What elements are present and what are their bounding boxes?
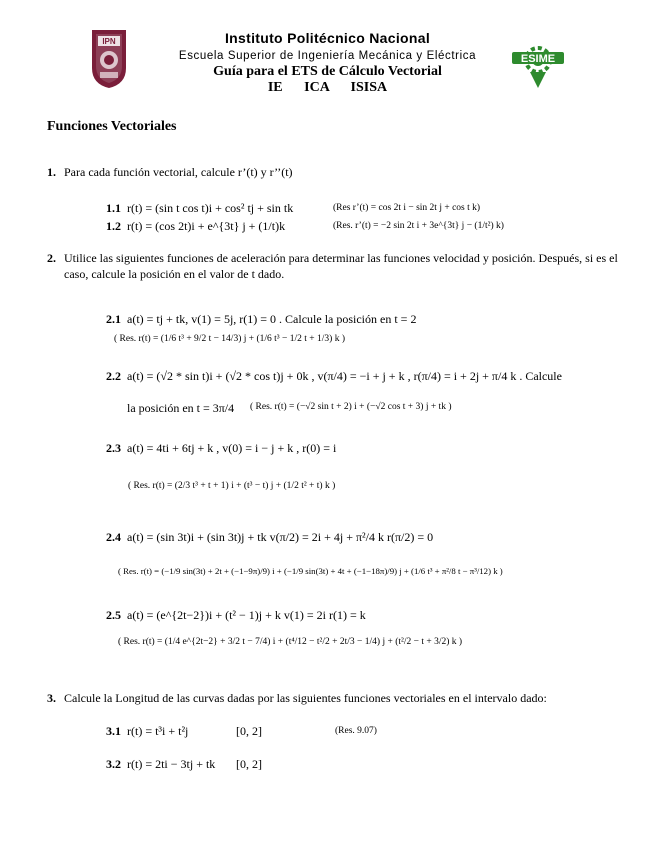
q2-text: Utilice las siguientes funciones de aceleración para determinar las funciones velocidad y posición. Después, si es el caso, calcule la posición en el valor de t dado. xyxy=(64,251,618,281)
institution-name: Instituto Politécnico Nacional xyxy=(224,30,431,46)
q1-2-result: (Res. r’(t) = −2 sin 2t i + 3e^{3t} j − (1/t²) k) xyxy=(333,221,504,231)
q1-1-equation: r(t) = (sin t cos t)i + cos² tj + sin tk xyxy=(127,201,294,215)
q2-5-result: ( Res. r(t) = (1/4 e^{2t−2} + 3/2 t − 7/4) i + (t⁴/12 − t²/2 + 2t/3 − 1/4) j + (t²/2 − t + 3/2) k ) xyxy=(118,637,463,647)
svg-text:IPN: IPN xyxy=(102,37,116,46)
q3-1-interval: [0, 2] xyxy=(236,724,262,738)
q2-4-number: 2.4 xyxy=(106,530,121,544)
esime-logo-text: ESIME xyxy=(520,53,556,65)
guide-title: Guía para el ETS de Cálculo Vectorial xyxy=(213,64,442,79)
q3-text: Calcule la Longitud de las curvas dadas por las siguientes funciones vectoriales en el intervalo dado: xyxy=(64,691,547,705)
section-title: Funciones Vectoriales xyxy=(47,119,177,134)
q2-2-continuation: la posición en t = 3π/4 xyxy=(127,401,235,415)
q2-4-result: ( Res. r(t) = (−1/9 sin(3t) + 2t + (−1−9π)/9) i + (−1/9 sin(3t) + 4t + (−1−18π)/9) j + (1/6 t³ + π²/8 t − π³/12) k ) xyxy=(118,566,503,576)
q2-5-number: 2.5 xyxy=(106,608,121,622)
q2-2-result: ( Res. r(t) = (−√2 sin t + 2) i + (−√2 cos t + 3) j + tk ) xyxy=(250,402,452,412)
q3-number: 3. xyxy=(47,691,56,705)
q2-1-equation: a(t) = tj + tk, v(1) = 5j, r(1) = 0 . Calcule la posición en t = 2 xyxy=(127,312,417,326)
q3-1-number: 3.1 xyxy=(106,724,121,738)
q3-2-equation: r(t) = 2ti − 3tj + tk xyxy=(127,757,216,771)
q2-3-result: ( Res. r(t) = (2/3 t³ + t + 1) i + (t³ − t) j + (1/2 t² + t) k ) xyxy=(128,481,336,491)
q3-2-interval: [0, 2] xyxy=(236,757,262,771)
q3-1-equation: r(t) = t³i + t²j xyxy=(127,724,189,738)
q3-2-number: 3.2 xyxy=(106,757,121,771)
q2-4-equation: a(t) = (sin 3t)i + (sin 3t)j + tk v(π/2) = 2i + 4j + π²/4 k r(π/2) = 0 xyxy=(127,530,434,544)
q2-2-number: 2.2 xyxy=(106,369,121,383)
q2-5-equation: a(t) = (e^{2t−2})i + (t² − 1)j + k v(1) = 2i r(1) = k xyxy=(127,608,366,622)
q2-1-number: 2.1 xyxy=(106,312,121,326)
q1-1-result: (Res r’(t) = cos 2t i − sin 2t j + cos t k) xyxy=(333,203,481,213)
q1-2-equation: r(t) = (cos 2t)i + e^{3t} j + (1/t)k xyxy=(127,219,286,233)
q1-text: Para cada función vectorial, calcule r’(t) y r’’(t) xyxy=(64,165,293,179)
q2-3-equation: a(t) = 4ti + 6tj + k , v(0) = i − j + k , r(0) = i xyxy=(127,441,337,455)
q2-1-result: ( Res. r(t) = (1/6 t³ + 9/2 t − 14/3) j + (1/6 t³ − 1/2 t + 1/3) k ) xyxy=(114,334,345,344)
careers: IE ICA ISISA xyxy=(267,80,388,95)
q1-1-number: 1.1 xyxy=(106,201,121,215)
q2-number: 2. xyxy=(47,251,56,265)
school-name: Escuela Superior de Ingeniería Mecánica y Eléctrica xyxy=(178,50,477,62)
q2-2-equation: a(t) = (√2 * sin t)i + (√2 * cos t)j + 0k , v(π/4) = −i + j + k , r(π/4) = i + 2j + π/4 k . Calcule xyxy=(127,369,562,383)
q3-1-result: (Res. 9.07) xyxy=(335,726,377,736)
q2-3-number: 2.3 xyxy=(106,441,121,455)
q1-number: 1. xyxy=(47,165,56,179)
q1-2-number: 1.2 xyxy=(106,219,121,233)
